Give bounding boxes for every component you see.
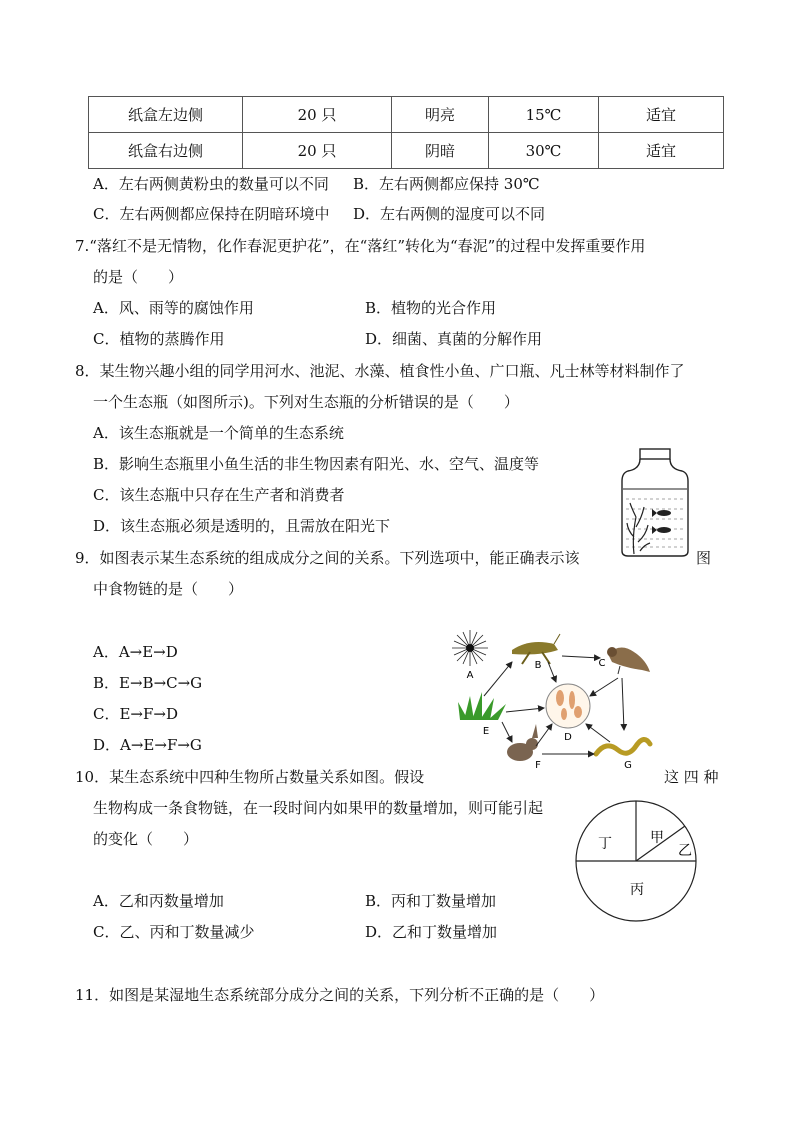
table-cell: 30℃	[489, 133, 599, 169]
q6-option-d: D．左右两侧的湿度可以不同	[353, 205, 546, 223]
q9-option-b: B．E→B→C→G	[93, 674, 203, 692]
q8-option-a: A．该生态瓶就是一个简单的生态系统	[93, 424, 344, 442]
table-cell: 15℃	[489, 97, 599, 133]
table-row	[89, 97, 724, 133]
q11-stem: 11．如图是某湿地生态系统部分成分之间的关系，下列分析不正确的是（ ）	[75, 986, 605, 1004]
q10-stem-line3: 的变化（ ）	[93, 830, 199, 848]
experiment-table	[88, 96, 724, 169]
q10-option-c: C．乙、丙和丁数量减少	[93, 923, 255, 941]
table-row	[89, 133, 724, 169]
q7-stem-line1: 7.“落红不是无情物，化作春泥更护花”，在“落红”转化为“春泥”的过程中发挥重要作用	[75, 237, 646, 255]
pie-label-bing: 丙	[630, 882, 644, 898]
q7-option-c: C．植物的蒸腾作用	[93, 330, 225, 348]
q10-option-b: B．丙和丁数量增加	[365, 892, 497, 910]
q8-option-c: C．该生态瓶中只存在生产者和消费者	[93, 486, 345, 504]
q8-option-b: B．影响生态瓶里小鱼生活的非生物因素有阳光、水、空气、温度等	[93, 455, 540, 473]
label-d: D	[564, 732, 572, 743]
q10-option-d: D．乙和丁数量增加	[365, 923, 498, 941]
label-e: E	[482, 726, 490, 737]
q9-stem-line1: 9．如图表示某生态系统的组成成分之间的关系。下列选项中，能正确表示该	[75, 549, 580, 567]
q9-option-c: C．E→F→D	[93, 705, 178, 723]
label-f: F	[535, 760, 541, 771]
table-cell: 20 只	[243, 133, 392, 169]
q7-option-a: A．风、雨等的腐蚀作用	[93, 299, 254, 317]
label-b: B	[534, 660, 542, 671]
table-cell: 纸盒左边侧	[89, 97, 243, 133]
q10-stem-tail: 这 四 种	[664, 768, 719, 786]
rabbit-icon	[507, 724, 538, 761]
bird-icon	[607, 647, 650, 674]
table-cell: 纸盒右边侧	[89, 133, 243, 169]
q6-option-b: B．左右两侧都应保持 30℃	[353, 175, 540, 193]
table-cell: 适宜	[599, 133, 724, 169]
q7-option-d: D．细菌、真菌的分解作用	[365, 330, 543, 348]
q10-stem-line2: 生物构成一条食物链，在一段时间内如果甲的数量增加，则可能引起	[93, 799, 544, 817]
q6-option-a: A．左右两侧黄粉虫的数量可以不同	[93, 175, 329, 193]
q9-option-d: D．A→E→F→G	[93, 736, 202, 754]
eco-bottle-figure	[618, 447, 692, 559]
pie-label-yi: 乙	[678, 843, 692, 859]
q10-option-a: A．乙和丙数量增加	[93, 892, 224, 910]
population-pie	[575, 798, 699, 926]
table-cell: 明亮	[392, 97, 489, 133]
q8-stem-line1: 8．某生物兴趣小组的同学用河水、池泥、水藻、植食性小鱼、广口瓶、凡士林等材料制作了	[75, 362, 685, 380]
table-cell: 20 只	[243, 97, 392, 133]
q9-stem-tail: 图	[696, 549, 712, 567]
q8-stem-line2: 一个生态瓶（如图所示)。下列对生态瓶的分析错误的是（ ）	[93, 393, 519, 411]
grass-icon	[458, 692, 506, 720]
q6-option-c: C．左右两侧都应保持在阴暗环境中	[93, 205, 330, 223]
pie-label-jia: 甲	[650, 830, 664, 846]
q7-option-b: B．植物的光合作用	[365, 299, 497, 317]
ecosystem-diagram	[450, 622, 660, 772]
label-c: C	[598, 658, 606, 669]
pie-label-ding: 丁	[598, 836, 612, 852]
table-cell: 阴暗	[392, 133, 489, 169]
q9-option-a: A．A→E→D	[93, 643, 178, 661]
q7-stem-line2: 的是（ ）	[93, 268, 184, 286]
snake-icon	[596, 739, 650, 754]
label-g: G	[624, 760, 632, 771]
q8-option-d: D．该生态瓶必须是透明的，且需放在阳光下	[93, 517, 391, 535]
q9-stem-line2: 中食物链的是（ ）	[93, 580, 244, 598]
q10-stem-line1: 10．某生态系统中四种生物所占数量关系如图。假设	[75, 768, 425, 786]
label-a: A	[466, 670, 474, 681]
table-cell: 适宜	[599, 97, 724, 133]
decomposer-icon	[546, 684, 590, 728]
